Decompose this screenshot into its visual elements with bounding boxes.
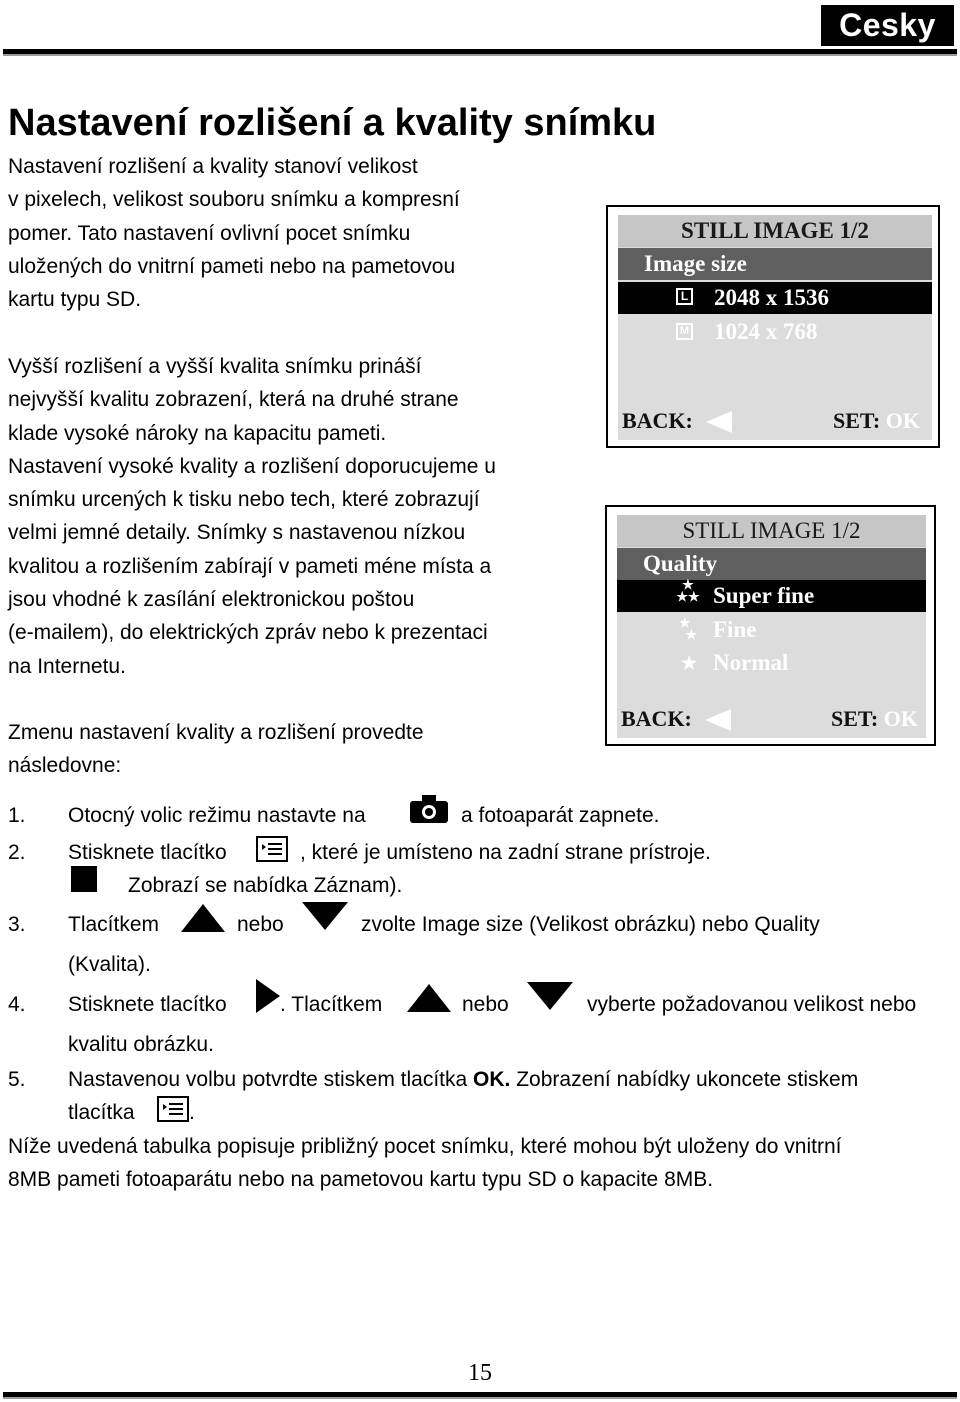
step-text: Stisknete tlacítko bbox=[68, 993, 227, 1016]
text-line: velmi jemné detaily. Snímky s nastavenou nízkou bbox=[8, 521, 466, 545]
text-line: uložených do vnitrní pameti nebo na pametovou bbox=[8, 254, 456, 278]
screen-footer bbox=[617, 703, 926, 735]
text-line: nejvyšší kvalitu zobrazení, která na druhé strane bbox=[8, 388, 459, 412]
up-arrow-icon bbox=[407, 984, 451, 1014]
text-line: v pixelech, velikost souboru snímku a kompresní bbox=[8, 188, 460, 212]
text-line: následovne: bbox=[8, 754, 122, 778]
table-intro-paragraph bbox=[8, 1130, 841, 1197]
text-line: Níže uvedená tabulka popisuje približný pocet snímku, které mohou být uloženy do vnitrní bbox=[8, 1135, 842, 1158]
menu-icon bbox=[157, 1096, 189, 1122]
screen-footer bbox=[618, 405, 932, 437]
text-line: Zmenu nastavení kvality a rozlišení provedte bbox=[8, 721, 424, 744]
option-row[interactable] bbox=[617, 647, 926, 679]
screen-title: STILL IMAGE 1/2 bbox=[617, 515, 926, 547]
step-text bbox=[68, 1066, 858, 1094]
step-text: . bbox=[189, 1101, 195, 1124]
intro-paragraph-2 bbox=[8, 350, 496, 683]
set-ok-label bbox=[833, 405, 920, 437]
down-arrow-icon bbox=[302, 902, 348, 932]
back-arrow-icon[interactable] bbox=[705, 709, 731, 731]
step-text: (Kvalita). bbox=[68, 953, 151, 976]
text-line: Nastavení rozlišení a kvality stanoví velikost bbox=[8, 155, 418, 178]
text-line: pomer. Tato nastavení ovlivní pocet snímku bbox=[8, 221, 411, 245]
step-text: nebo bbox=[237, 913, 284, 936]
set-ok-label bbox=[831, 703, 918, 735]
step-number: 5. bbox=[8, 1068, 26, 1091]
option-row-selected[interactable] bbox=[617, 577, 926, 612]
option-row-selected[interactable] bbox=[618, 282, 932, 314]
up-arrow-icon bbox=[181, 904, 225, 934]
step-text: , které je umísteno na zadní strane prístroje. bbox=[300, 841, 711, 864]
step-text: zvolte Image size (Velikost obrázku) nebo Quality bbox=[361, 913, 820, 936]
ok-label: OK bbox=[885, 408, 920, 433]
page-title: Nastavení rozlišení a kvality snímku bbox=[8, 102, 657, 144]
step-text-part: Nastavenou volbu potvrdte stiskem tlacítka bbox=[68, 1068, 474, 1091]
lcd-screen-body bbox=[617, 515, 926, 738]
two-stars-icon: ★ ★ bbox=[679, 615, 698, 642]
step-number: 2. bbox=[8, 841, 26, 864]
option-label: 2048 x 1536 bbox=[714, 285, 829, 310]
camera-icon bbox=[410, 795, 448, 823]
right-arrow-icon bbox=[256, 979, 282, 1013]
lcd-image-size-screen bbox=[606, 205, 940, 448]
text-line: jsou vhodné k zasílání elektronickou poštou bbox=[8, 588, 415, 612]
text-line: snímku urcených k tisku nebo tech, které zobrazují bbox=[8, 488, 480, 512]
option-row[interactable] bbox=[617, 614, 926, 646]
ok-bold-label: OK. bbox=[473, 1068, 511, 1091]
page-number: 15 bbox=[468, 1360, 492, 1386]
option-label: 1024 x 768 bbox=[714, 319, 818, 344]
screen-title: STILL IMAGE 1/2 bbox=[618, 215, 932, 247]
top-rule-shadow bbox=[3, 54, 957, 56]
language-badge: Cesky bbox=[821, 5, 954, 46]
step-text: tlacítka bbox=[68, 1101, 135, 1124]
black-square-icon bbox=[71, 866, 97, 892]
step-text: Tlacítkem bbox=[68, 913, 160, 936]
text-line: na Internetu. bbox=[8, 654, 126, 678]
text-line: 8MB pameti fotoaparátu nebo na pametovou kartu typu SD o kapacite 8MB. bbox=[8, 1168, 714, 1192]
step-text: nebo bbox=[462, 993, 509, 1016]
step-text: . Tlacítkem bbox=[280, 993, 383, 1016]
intro-paragraph-1 bbox=[8, 150, 460, 316]
step-text: a fotoaparát zapnete. bbox=[461, 804, 660, 827]
back-arrow-icon[interactable] bbox=[706, 411, 732, 433]
bottom-rule-shadow bbox=[3, 1397, 957, 1399]
back-label: BACK: bbox=[621, 706, 692, 731]
ok-label: OK bbox=[883, 706, 918, 731]
text-line: Nastavení vysoké kvality a rozlišení doporucujeme u bbox=[8, 454, 496, 478]
option-label: Fine bbox=[713, 617, 757, 642]
menu-icon bbox=[256, 836, 288, 862]
step-text: Zobrazí se nabídka Záznam). bbox=[128, 874, 403, 897]
text-line: kartu typu SD. bbox=[8, 288, 142, 312]
three-stars-icon: ★ ★★ bbox=[676, 577, 700, 604]
option-label: Normal bbox=[713, 650, 789, 675]
section-header: Quality bbox=[617, 548, 926, 580]
step-text: Stisknete tlacítko bbox=[68, 841, 227, 864]
set-label: SET: bbox=[830, 706, 879, 731]
step-number: 3. bbox=[8, 913, 26, 936]
one-star-icon: ★ bbox=[681, 653, 698, 673]
text-line: Vyšší rozlišení a vyšší kvalita snímku prináší bbox=[8, 355, 422, 378]
option-row[interactable] bbox=[618, 316, 932, 348]
step-number: 4. bbox=[8, 993, 26, 1016]
lcd-quality-screen bbox=[605, 505, 936, 746]
step-text: vyberte požadovanou velikost nebo bbox=[587, 993, 917, 1016]
lcd-screen-body bbox=[618, 215, 932, 440]
text-line: (e-mailem), do elektrických zpráv nebo k prezentaci bbox=[8, 621, 488, 645]
text-line: kvalitou a rozlišením zabírají v pameti méne místa a bbox=[8, 554, 492, 578]
step-number: 1. bbox=[8, 804, 26, 827]
section-header: Image size bbox=[618, 248, 932, 280]
size-medium-icon: M bbox=[676, 323, 693, 340]
step-text: kvalitu obrázku. bbox=[68, 1033, 214, 1056]
step-text: Otocný volic režimu nastavte na bbox=[68, 804, 366, 827]
step-text-part: Zobrazení nabídky ukoncete stiskem bbox=[510, 1068, 859, 1091]
text-line: klade vysoké nároky na kapacitu pameti. bbox=[8, 421, 387, 445]
option-label: Super fine bbox=[713, 583, 815, 608]
size-large-icon: L bbox=[676, 288, 693, 305]
back-label: BACK: bbox=[622, 408, 693, 433]
intro-paragraph-3 bbox=[8, 716, 424, 783]
down-arrow-icon bbox=[527, 982, 573, 1012]
set-label: SET: bbox=[832, 408, 881, 433]
